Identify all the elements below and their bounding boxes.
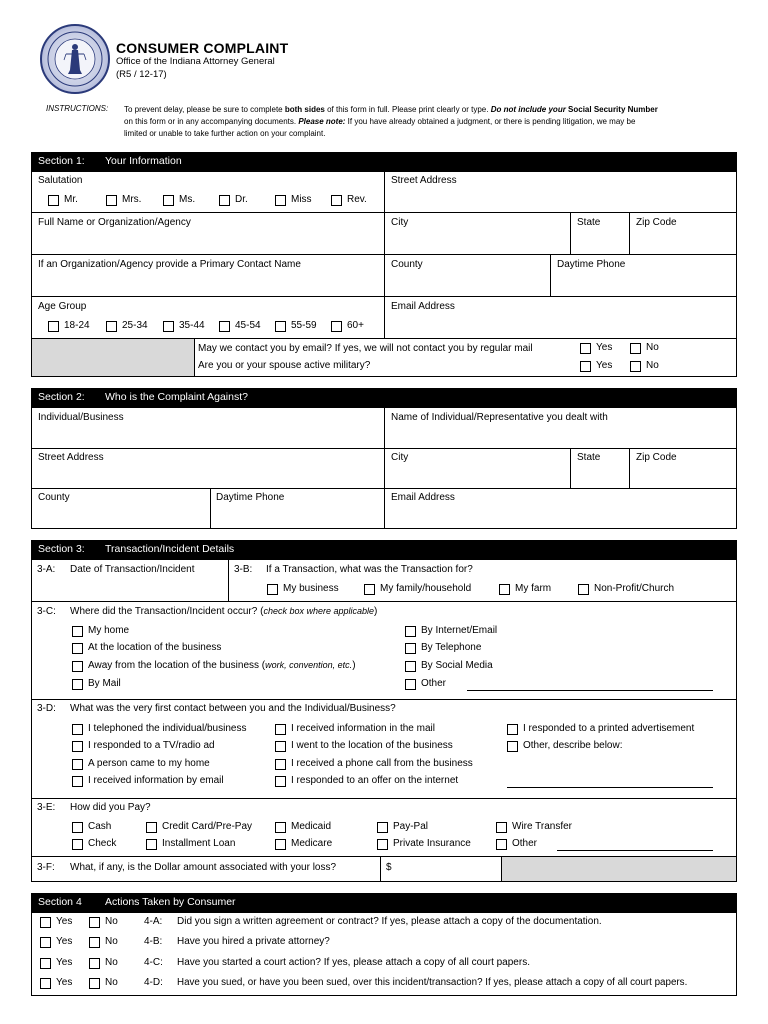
age-45-54-label: 45-54 <box>235 320 261 331</box>
q3d-other-line[interactable] <box>507 787 713 788</box>
q3d-email-info-checkbox[interactable] <box>72 776 83 787</box>
email-contact-no-label: No <box>646 342 659 353</box>
q4b-yes-checkbox[interactable] <box>40 937 51 948</box>
q3e-medicaid-label: Medicaid <box>291 821 332 832</box>
age-18-24-checkbox[interactable] <box>48 321 59 332</box>
q4b-question: Have you hired a private attorney? <box>177 936 330 947</box>
age-18-24-label: 18-24 <box>64 320 90 331</box>
q3b-farm-checkbox[interactable] <box>499 584 510 595</box>
q3e-medicare-checkbox[interactable] <box>275 839 286 850</box>
email-contact-yes-label: Yes <box>596 342 613 353</box>
q4a-no-checkbox[interactable] <box>89 917 100 928</box>
q3c-business-location-checkbox[interactable] <box>72 643 83 654</box>
q3c-id: 3-C: <box>37 606 56 617</box>
q3d-went-location-label: I went to the location of the business <box>291 740 453 751</box>
q3e-installment-label: Installment Loan <box>162 838 236 849</box>
q3c-other-line[interactable] <box>467 690 713 691</box>
q3d-internet-offer-label: I responded to an offer on the internet <box>291 775 459 786</box>
state-field[interactable]: State <box>577 217 601 228</box>
email-contact-yes-checkbox[interactable] <box>580 343 591 354</box>
daytime-phone-field[interactable]: Daytime Phone <box>557 259 626 270</box>
q3c-away-label: Away from the location of the business (work, convention, etc.) <box>88 660 356 671</box>
q3e-credit-label: Credit Card/Pre-Pay <box>162 821 253 832</box>
q3c-away-checkbox[interactable] <box>72 661 83 672</box>
age-25-34-label: 25-34 <box>122 320 148 331</box>
q3f-question: What, if any, is the Dollar amount associated with your loss? <box>70 862 337 873</box>
q3b-nonprofit-label: Non-Profit/Church <box>594 583 675 594</box>
q3e-other-line[interactable] <box>557 850 713 851</box>
q3d-telephoned-checkbox[interactable] <box>72 724 83 735</box>
form-revision: (R5 / 12-17) <box>116 69 167 80</box>
q3d-other-checkbox[interactable] <box>507 741 518 752</box>
q3d-went-location-checkbox[interactable] <box>275 741 286 752</box>
q3e-private-insurance-checkbox[interactable] <box>377 839 388 850</box>
q4c-no-label: No <box>105 957 118 968</box>
q3b-nonprofit-checkbox[interactable] <box>578 584 589 595</box>
business-street-field[interactable]: Street Address <box>38 452 104 463</box>
q3d-phone-call-label: I received a phone call from the business <box>291 758 473 769</box>
salutation-dr-label: Dr. <box>235 194 248 205</box>
q3e-cash-label: Cash <box>88 821 112 832</box>
q3d-telephoned-label: I telephoned the individual/business <box>88 723 247 734</box>
q4c-question: Have you started a court action? If yes, please attach a copy of all court papers. <box>177 957 530 968</box>
q3d-question: What was the very first contact between you and the Individual/Business? <box>70 703 396 714</box>
q3b-my-business-checkbox[interactable] <box>267 584 278 595</box>
military-yes-label: Yes <box>596 360 613 371</box>
age-45-54-checkbox[interactable] <box>219 321 230 332</box>
q3c-telephone-label: By Telephone <box>421 642 482 653</box>
business-name-field[interactable]: Individual/Business <box>38 412 124 423</box>
business-county-field[interactable]: County <box>38 492 70 503</box>
age-55-59-label: 55-59 <box>291 320 317 331</box>
attorney-general-seal <box>40 24 110 94</box>
business-zip-field[interactable]: Zip Code <box>636 452 677 463</box>
q4d-question: Have you sued, or have you been sued, over this incident/transaction? If yes, please attach a copy of all court papers. <box>177 977 688 988</box>
section-4-header: Section 4 Actions Taken by Consumer <box>31 893 737 912</box>
q3c-my-home-checkbox[interactable] <box>72 626 83 637</box>
grey-fill <box>502 857 736 881</box>
section-3-header: Section 3: Transaction/Incident Details <box>31 540 737 559</box>
q4b-yes-label: Yes <box>56 936 73 947</box>
salutation-dr-checkbox[interactable] <box>219 195 230 206</box>
salutation-mr-checkbox[interactable] <box>48 195 59 206</box>
salutation-mrs-checkbox[interactable] <box>106 195 117 206</box>
zip-code-field[interactable]: Zip Code <box>636 217 677 228</box>
q3b-family-label: My family/household <box>380 583 472 594</box>
q3e-id: 3-E: <box>37 802 56 813</box>
salutation-rev-label: Rev. <box>347 194 367 205</box>
q3d-mail-info-checkbox[interactable] <box>275 724 286 735</box>
q3e-paypal-label: Pay-Pal <box>393 821 429 832</box>
q3c-question: Where did the Transaction/Incident occur? (check box where applicable) <box>70 606 378 617</box>
q3e-medicare-label: Medicare <box>291 838 333 849</box>
email-contact-no-checkbox[interactable] <box>630 343 641 354</box>
salutation-mrs-label: Mrs. <box>122 194 142 205</box>
age-55-59-checkbox[interactable] <box>275 321 286 332</box>
q3e-question: How did you Pay? <box>70 802 151 813</box>
q4a-no-label: No <box>105 916 118 927</box>
q3c-telephone-checkbox[interactable] <box>405 643 416 654</box>
q3b-question: If a Transaction, what was the Transaction for? <box>266 564 473 575</box>
q3d-person-home-checkbox[interactable] <box>72 759 83 770</box>
q3c-by-mail-checkbox[interactable] <box>72 679 83 690</box>
city-field[interactable]: City <box>391 217 409 228</box>
q3b-family-checkbox[interactable] <box>364 584 375 595</box>
q3c-internet-checkbox[interactable] <box>405 626 416 637</box>
salutation-miss-label: Miss <box>291 194 312 205</box>
q3c-social-media-label: By Social Media <box>421 660 493 671</box>
grey-fill <box>32 339 194 376</box>
q4a-yes-checkbox[interactable] <box>40 917 51 928</box>
street-address-field[interactable]: Street Address <box>391 175 457 186</box>
age-35-44-checkbox[interactable] <box>163 321 174 332</box>
q3c-by-mail-label: By Mail <box>88 678 121 689</box>
q3c-other-checkbox[interactable] <box>405 679 416 690</box>
q3c-other-label: Other <box>421 678 447 689</box>
instructions-text: To prevent delay, please be sure to complete both sides of this form in full. Please print clearly or type. Do not include your Social Security Number on this form or in any accompanying documents. Please note: If you have already obtained a judgment, or there is pending litigation, we may be limited or unable to take further action on your complaint. <box>124 105 658 138</box>
military-no-label: No <box>646 360 659 371</box>
seal-figure-icon <box>42 26 108 92</box>
q4b-no-label: No <box>105 936 118 947</box>
q3b-my-business-label: My business <box>283 583 339 594</box>
q3a-date-field[interactable]: Date of Transaction/Incident <box>70 564 195 575</box>
q3f-id: 3-F: <box>37 862 55 873</box>
q3e-other-label: Other <box>512 838 538 849</box>
q3d-tv-radio-checkbox[interactable] <box>72 741 83 752</box>
salutation-ms-label: Ms. <box>179 194 196 205</box>
q3e-installment-checkbox[interactable] <box>146 839 157 850</box>
q3e-private-insurance-label: Private Insurance <box>393 838 471 849</box>
salutation-ms-checkbox[interactable] <box>163 195 174 206</box>
q3e-paypal-checkbox[interactable] <box>377 822 388 833</box>
q3d-id: 3-D: <box>37 703 56 714</box>
instructions-label: INSTRUCTIONS: <box>46 104 109 113</box>
salutation-mr-label: Mr. <box>64 194 78 205</box>
q3d-other-label: Other, describe below: <box>523 740 623 751</box>
age-group-label: Age Group <box>38 301 87 312</box>
q3d-tv-radio-label: I responded to a TV/radio ad <box>88 740 215 751</box>
q3e-cash-checkbox[interactable] <box>72 822 83 833</box>
q4d-yes-label: Yes <box>56 977 73 988</box>
q3d-internet-offer-checkbox[interactable] <box>275 776 286 787</box>
q3b-id: 3-B: <box>234 564 253 575</box>
county-field[interactable]: County <box>391 259 423 270</box>
email-contact-question: May we contact you by email? If yes, we will not contact you by regular mail <box>198 343 533 354</box>
q4a-yes-label: Yes <box>56 916 73 927</box>
q3c-my-home-label: My home <box>88 625 130 636</box>
q3d-mail-info-label: I received information in the mail <box>291 723 435 734</box>
q3d-printed-ad-checkbox[interactable] <box>507 724 518 735</box>
q3d-phone-call-checkbox[interactable] <box>275 759 286 770</box>
q4c-yes-checkbox[interactable] <box>40 958 51 969</box>
military-no-checkbox[interactable] <box>630 361 641 372</box>
q3d-person-home-label: A person came to my home <box>88 758 210 769</box>
q3e-check-label: Check <box>88 838 117 849</box>
full-name-field[interactable]: Full Name or Organization/Agency <box>38 217 191 228</box>
q3f-dollar-field[interactable]: $ <box>386 862 392 873</box>
q4d-no-label: No <box>105 977 118 988</box>
q3e-wire-label: Wire Transfer <box>512 821 573 832</box>
q4a-question: Did you sign a written agreement or contract? If yes, please attach a copy of the documentation. <box>177 916 602 927</box>
representative-name-field[interactable]: Name of Individual/Representative you dealt with <box>391 412 608 423</box>
q3c-internet-label: By Internet/Email <box>421 625 498 636</box>
primary-contact-field[interactable]: If an Organization/Agency provide a Primary Contact Name <box>38 259 301 270</box>
q3e-other-checkbox[interactable] <box>496 839 507 850</box>
q4b-id: 4-B: <box>144 936 163 947</box>
q4d-id: 4-D: <box>144 977 163 988</box>
age-25-34-checkbox[interactable] <box>106 321 117 332</box>
age-35-44-label: 35-44 <box>179 320 205 331</box>
salutation-label: Salutation <box>38 175 83 186</box>
age-60-plus-label: 60+ <box>347 320 364 331</box>
section-2-header: Section 2: Who is the Complaint Against? <box>31 388 737 407</box>
q4c-yes-label: Yes <box>56 957 73 968</box>
q4d-yes-checkbox[interactable] <box>40 978 51 989</box>
q4a-id: 4-A: <box>144 916 163 927</box>
business-state-field[interactable]: State <box>577 452 601 463</box>
q3a-id: 3-A: <box>37 564 56 575</box>
section-1-header: Section 1: Your Information <box>31 152 737 171</box>
q3e-wire-checkbox[interactable] <box>496 822 507 833</box>
salutation-miss-checkbox[interactable] <box>275 195 286 206</box>
q3c-social-media-checkbox[interactable] <box>405 661 416 672</box>
business-city-field[interactable]: City <box>391 452 409 463</box>
business-email-field[interactable]: Email Address <box>391 492 455 503</box>
q4b-no-checkbox[interactable] <box>89 937 100 948</box>
q3e-medicaid-checkbox[interactable] <box>275 822 286 833</box>
business-phone-field[interactable]: Daytime Phone <box>216 492 285 503</box>
form-subtitle: Office of the Indiana Attorney General <box>116 56 275 67</box>
q3e-check-checkbox[interactable] <box>72 839 83 850</box>
q4c-id: 4-C: <box>144 957 163 968</box>
q3d-email-info-label: I received information by email <box>88 775 224 786</box>
q3e-credit-checkbox[interactable] <box>146 822 157 833</box>
military-question: Are you or your spouse active military? <box>198 360 371 371</box>
form-title: CONSUMER COMPLAINT <box>116 40 289 56</box>
q3c-business-location-label: At the location of the business <box>88 642 222 653</box>
email-address-field[interactable]: Email Address <box>391 301 455 312</box>
salutation-rev-checkbox[interactable] <box>331 195 342 206</box>
q3d-printed-ad-label: I responded to a printed advertisement <box>523 723 695 734</box>
q4c-no-checkbox[interactable] <box>89 958 100 969</box>
q3b-farm-label: My farm <box>515 583 552 594</box>
q4d-no-checkbox[interactable] <box>89 978 100 989</box>
military-yes-checkbox[interactable] <box>580 361 591 372</box>
age-60-plus-checkbox[interactable] <box>331 321 342 332</box>
